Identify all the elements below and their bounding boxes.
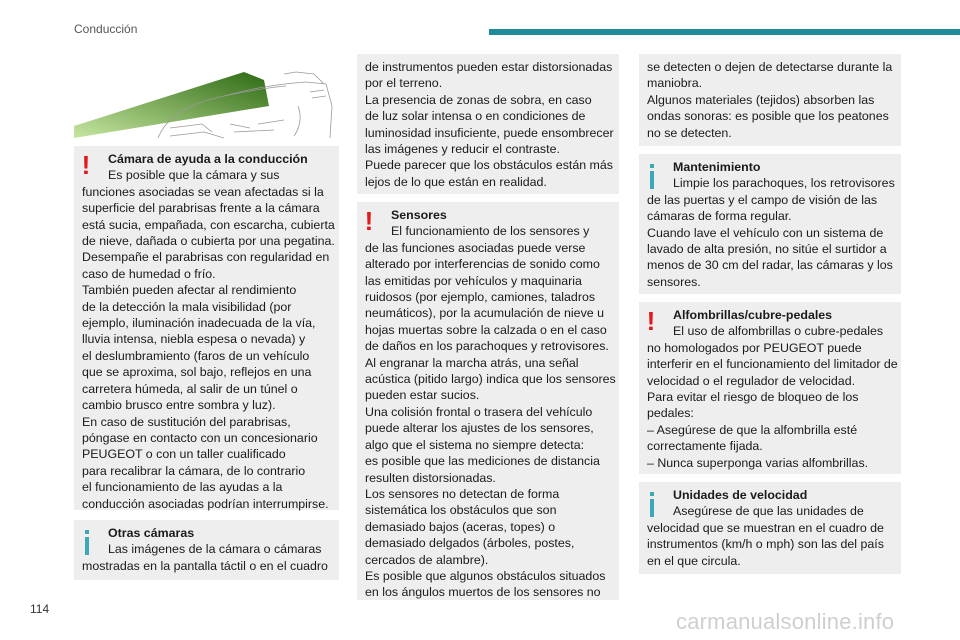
text-line: de la detección la mala visibilidad (por (82, 299, 292, 314)
box-heading: Alfombrillas/cubre-pedales (673, 308, 833, 322)
text-line: está sucia, empañada, con escarcha, cubierta (82, 217, 335, 232)
text-line: no homologados por PEUGEOT puede (647, 340, 862, 355)
text-line: El funcionamiento de los sensores y (391, 224, 590, 239)
text-line: – Asegúrese de que la alfombrilla esté (647, 422, 858, 437)
text-line: Algunos materiales (tejidos) absorben las (647, 92, 875, 107)
section-color-bar (489, 29, 960, 35)
text-line: en el que circula. (647, 553, 741, 568)
text-line: demasiado bajos (aceras, topes) o (365, 519, 556, 534)
text-line: cercados de alambre). (365, 552, 489, 567)
text-line: velocidad o el regulador de velocidad. (647, 373, 856, 388)
text-line: resulten distorsionadas. (365, 470, 496, 485)
text-line: algo que el sistema no siempre detecta: (365, 437, 585, 452)
page-number: 114 (30, 602, 50, 616)
text-line: velocidad que se muestran en el cuadro de (647, 520, 884, 535)
text-line: cambio brusco entre sombra y luz). (82, 398, 276, 413)
text-line: sensores. (647, 274, 701, 289)
watermark: carmanualsonline.info (676, 609, 895, 634)
text-line: cámaras de forma regular. (647, 209, 792, 224)
text-line: sistemática los obstáculos que son (365, 503, 557, 518)
sensors-warning-box (357, 202, 619, 600)
car-camera-illustration (74, 66, 338, 140)
text-line: Desempañe el parabrisas con regularidad en (82, 250, 330, 265)
text-line: Limpie los parachoques, los retrovisores (673, 176, 895, 191)
text-line: También pueden afectar al rendimiento (82, 283, 297, 298)
text-line: lavado de alta presión, no sitúe el surtidor a (647, 242, 887, 257)
mats-warning-box (639, 302, 901, 474)
camera-warning-box (74, 146, 339, 510)
text-line: alterado por interferencias de sonido como (365, 257, 600, 272)
text-line: póngase en contacto con un concesionario (82, 430, 318, 445)
text-line: Las imágenes de la cámara o cámaras (108, 542, 322, 557)
text-line: Al engranar la marcha atrás, una señal (365, 355, 579, 370)
text-line: es posible que las mediciones de distancia (365, 454, 600, 469)
warning-icon: ! (364, 206, 374, 236)
text-line: el deslumbramiento (faros de un vehículo (82, 348, 310, 363)
text-line: no se detecten. (647, 125, 732, 140)
warning-icon: ! (81, 150, 91, 180)
warning-icon: ! (646, 306, 656, 336)
text-line: hojas muertas sobre la calzada o en el caso (365, 322, 607, 337)
text-line: – Nunca superponga varias alfombrillas. (647, 455, 869, 470)
text-line: conducción asociadas podrían interrumpirse. (82, 496, 329, 511)
box-heading: Otras cámaras (108, 526, 195, 540)
text-line: luminosidad insuficiente, puede ensombrecer (365, 125, 614, 140)
text-line: El uso de alfombrillas o cubre-pedales (673, 324, 884, 339)
maintenance-info-box (639, 154, 901, 294)
text-line: lejos de lo que están en realidad. (365, 174, 547, 189)
text-line: La presencia de zonas de sobra, en caso (365, 92, 592, 107)
text-line: se detecten o dejen de detectarse durante la (647, 60, 893, 74)
text-line: Los sensores no detectan de forma (365, 486, 560, 501)
text-line: las imágenes y reducir el contraste. (365, 142, 560, 157)
section-title: Conducción (74, 22, 138, 36)
text-line: acústica (pitido largo) indica que los sensores (365, 372, 616, 387)
text-line: menos de 30 cm del radar, las cámaras y los (647, 258, 893, 273)
text-line: ejemplo, iluminación inadecuada de la vía, (82, 316, 316, 331)
text-line: Es posible que la cámara y sus (108, 168, 280, 183)
text-line: Cuando lave el vehículo con un sistema de (647, 225, 884, 240)
text-line: para recalibrar la cámara, de lo contrario (82, 463, 306, 478)
text-line: funciones asociadas se vean afectadas si la (82, 184, 324, 199)
text-line: interferir en el funcionamiento del limitador de (647, 357, 898, 372)
other-cameras-info-box (74, 520, 339, 580)
text-line: el funcionamiento de las ayudas a la (82, 480, 283, 495)
info-icon (650, 492, 654, 517)
text-line: Es posible que algunos obstáculos situados (365, 568, 606, 583)
text-line: de luz solar intensa o en condiciones de (365, 109, 586, 124)
text-line: Asegúrese de que las unidades de (673, 504, 864, 519)
speed-units-info-box (639, 482, 901, 574)
text-line: en los ángulos muertos de los sensores no (365, 585, 601, 600)
text-line: maniobra. (647, 76, 703, 91)
text-line: de las puertas y el campo de visión de las (647, 192, 878, 207)
sensors-continuation-box (639, 54, 901, 146)
text-line: PEUGEOT o con un taller cualificado (82, 447, 286, 462)
text-line: Para evitar el riesgo de bloqueo de los (647, 390, 859, 405)
text-line: lluvia intensa, niebla espesa o nevada) y (82, 332, 306, 347)
text-line: caso de humedad o frío. (82, 266, 216, 281)
text-line: ruidosos (por ejemplo, camiones, taladros (365, 290, 596, 305)
text-line: Puede parecer que los obstáculos están más (365, 158, 613, 173)
text-line: ondas sonoras: es posible que los peatones (647, 109, 889, 124)
info-icon (650, 164, 654, 189)
text-line: correctamente fijada. (647, 439, 763, 454)
text-line: mostradas en la pantalla táctil o en el cuadro (82, 558, 328, 573)
box-heading: Sensores (391, 208, 447, 222)
info-icon (85, 530, 89, 555)
text-line: neumáticos), por la acumulación de nieve u (365, 306, 604, 321)
text-line: de las funciones asociadas puede verse (365, 240, 586, 255)
box-heading: Cámara de ayuda a la conducción (108, 152, 308, 166)
text-line: de daños en los parachoques y retrovisores. (365, 339, 609, 354)
text-line: carretera húmeda, al salir de un túnel o (82, 381, 298, 396)
text-line: de nieve, dañada o cubierta por una pegatina. (82, 234, 335, 249)
box-heading: Unidades de velocidad (673, 488, 808, 502)
text-line: Una colisión frontal o trasera del vehículo (365, 404, 593, 419)
text-line: las emitidas por vehículos y maquinaria (365, 273, 582, 288)
text-line: superficie del parabrisas frente a la cámara (82, 201, 320, 216)
text-line: pedales: (647, 406, 694, 421)
text-line: demasiado delgados (árboles, postes, (365, 536, 575, 551)
cameras-continuation-box (357, 54, 619, 194)
text-line: En caso de sustitución del parabrisas, (82, 414, 291, 429)
text-line: que se aproxima, sol bajo, reflejos en una (82, 365, 312, 380)
text-line: de instrumentos pueden estar distorsionadas (365, 60, 613, 74)
text-line: por el terreno. (365, 76, 443, 91)
box-heading: Mantenimiento (673, 160, 761, 174)
text-line: puede alterar los ajustes de los sensores, (365, 421, 594, 436)
text-line: pueden estar sucios. (365, 388, 480, 403)
text-line: instrumentos (km/h o mph) son las del país (647, 537, 884, 552)
